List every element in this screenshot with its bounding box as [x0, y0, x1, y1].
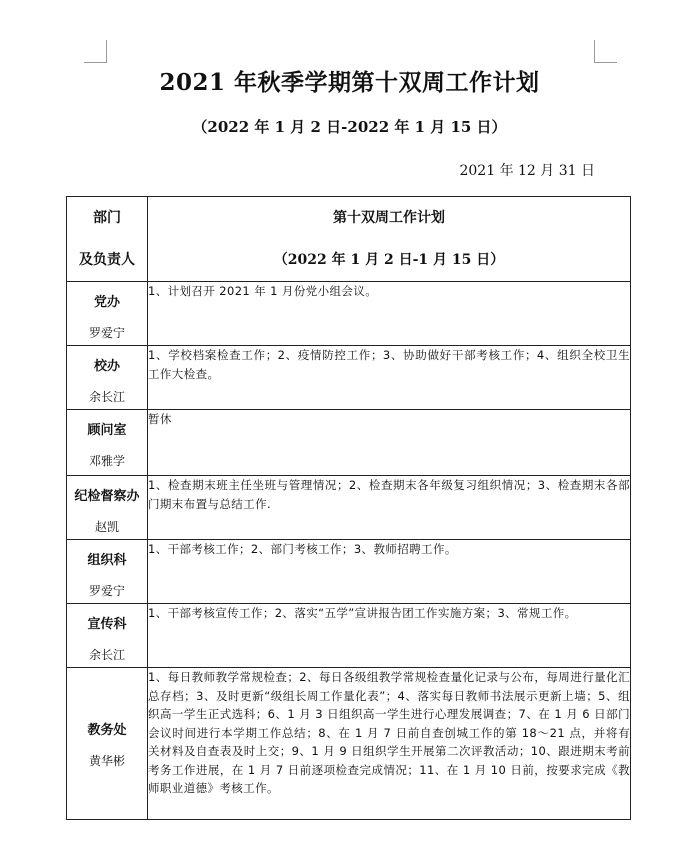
dept-person: 赵凯 [94, 520, 119, 534]
table-row [67, 604, 631, 668]
dept-cell [67, 668, 148, 820]
table-header-row [67, 197, 631, 282]
dept-name: 宣传科 [87, 617, 127, 632]
plan-content: 1、干部考核工作；2、部门考核工作；3、教师招聘工作。 [148, 540, 631, 604]
plan-content: 1、干部考核宣传工作；2、落实“五学”宣讲报告团工作实施方案；3、常规工作。 [148, 604, 631, 668]
dept-person: 黄华彬 [88, 753, 125, 768]
dept-person: 余长江 [88, 648, 125, 662]
document-title: 2021 年秋季学期第十双周工作计划 [159, 69, 540, 96]
work-plan-table [66, 196, 631, 820]
dept-cell [67, 346, 148, 410]
margin-corner-mark-right [594, 40, 617, 63]
header-plan-line2: （2022 年 1 月 2 日-1 月 15 日） [273, 252, 505, 268]
dept-cell [67, 410, 148, 476]
table-row [67, 540, 631, 604]
dept-name: 纪检督察办 [74, 489, 140, 504]
table-row [67, 476, 631, 540]
dept-name: 党办 [93, 295, 120, 310]
table-row [67, 410, 631, 476]
header-plan-line1: 第十双周工作计划 [333, 210, 445, 226]
dept-cell [67, 540, 148, 604]
plan-content: 1、每日教师教学常规检查；2、每日各级组教学常规检查量化记录与公布，每周进行量化汇总存档；3、及时更新“级组长周工作量化表”；4、落实每日教师书法展示更新上墙；5、组织高一学生正式选科；6、1 月 3 日组织高一学生进行心理发展调查；7、在 1 月 6 日部门会议时间进行本学期工作总结；8、在 1 月 7 日前自查创城工作的第 18～21 点，并将有关材料及自查表及时上交；9、1 月 9 日组织学生开展第二次评教活动；10、跟进期末考前考务工作进展，在 1 月 7 日前逐项检查完成情况；11、在 1 月 10 日前，按要求完成《教师职业道德》考核工作。 [148, 668, 631, 820]
dept-cell [67, 604, 148, 668]
header-plan-cell [148, 197, 631, 282]
dept-name: 组织科 [87, 553, 127, 568]
header-dept-line1: 部门 [93, 210, 121, 226]
dept-person: 邓雅学 [88, 454, 125, 468]
dept-person: 罗爱宁 [88, 326, 125, 340]
document-date: 2021 年 12 月 31 日 [459, 163, 595, 179]
table-row [67, 668, 631, 820]
plan-content: 1、学校档案检查工作；2、疫情防控工作；3、协助做好干部考核工作；4、组织全校卫生工作大检查。 [148, 346, 631, 410]
margin-corner-mark-left [84, 40, 107, 63]
dept-cell [67, 476, 148, 540]
header-dept-cell [67, 197, 148, 282]
plan-content: 暂休 [148, 410, 631, 476]
dept-person: 罗爱宁 [88, 584, 125, 598]
document-subtitle: （2022 年 1 月 2 日-2022 年 1 月 15 日） [192, 118, 507, 136]
header-dept-line2: 及负责人 [79, 252, 135, 268]
dept-person: 余长江 [88, 390, 125, 404]
plan-content: 1、检查期末班主任坐班与管理情况；2、检查期末各年级复习组织情况；3、检查期末各部门期末布置与总结工作. [148, 476, 631, 540]
table-row [67, 282, 631, 346]
dept-cell [67, 282, 148, 346]
dept-name: 教务处 [87, 722, 127, 738]
table-row [67, 346, 631, 410]
dept-name: 校办 [93, 359, 120, 374]
plan-content: 1、计划召开 2021 年 1 月份党小组会议。 [148, 282, 631, 346]
dept-name: 顾问室 [87, 423, 127, 438]
